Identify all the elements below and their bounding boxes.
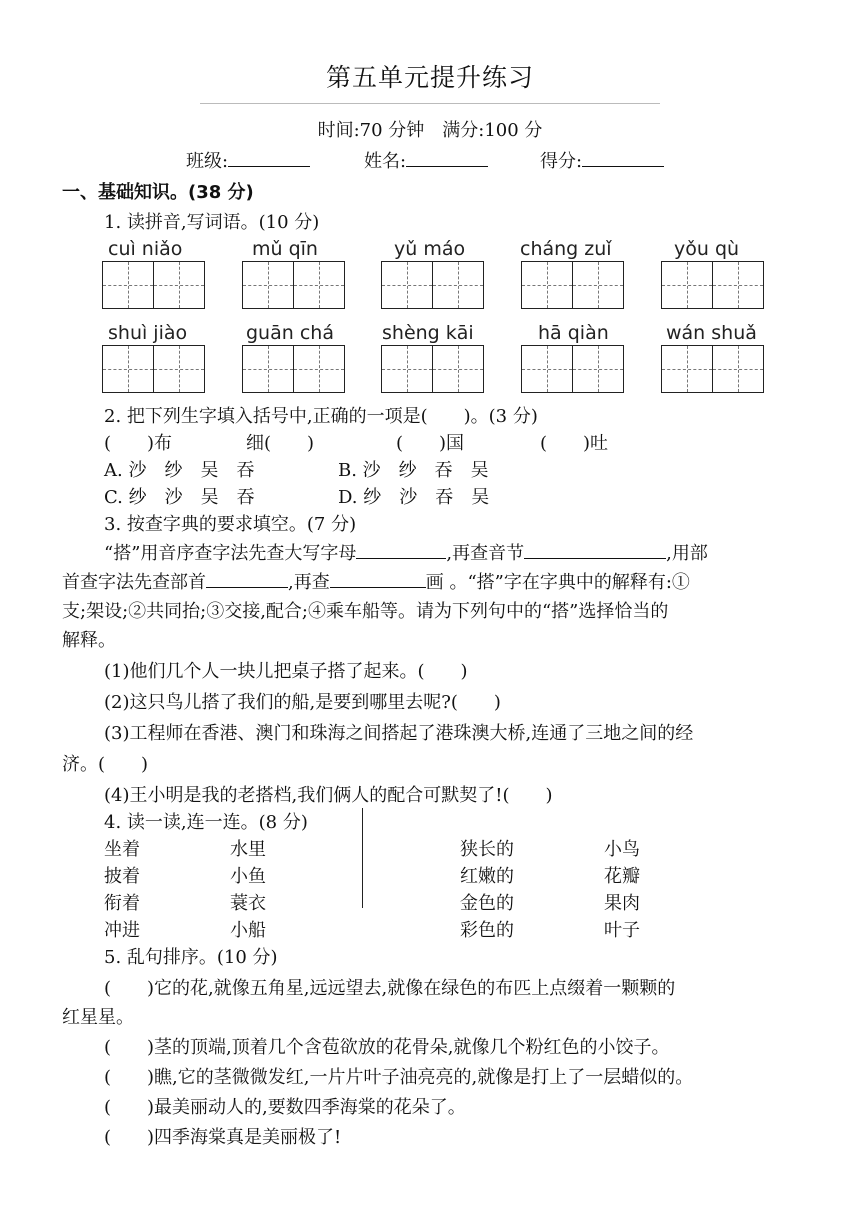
answer-blank[interactable]	[330, 569, 426, 588]
match-word[interactable]: 红嫩的	[460, 866, 514, 887]
match-word[interactable]: 水里	[230, 839, 266, 860]
match-word[interactable]: 果肉	[604, 893, 640, 914]
q2-option-a[interactable]: A. 沙 纱 吴 吞	[104, 460, 255, 481]
match-word[interactable]: 小船	[230, 920, 266, 941]
q4-title: 4. 读一读,连一连。(8 分)	[104, 812, 308, 833]
match-word[interactable]: 冲进	[104, 920, 140, 941]
match-word[interactable]: 小鸟	[604, 839, 640, 860]
q5-sentence-2: ( )茎的顶端,顶着几个含苞欲放的花骨朵,就像几个粉红色的小饺子。	[104, 1037, 670, 1058]
writing-grid[interactable]	[521, 261, 624, 309]
writing-grid[interactable]	[242, 345, 345, 393]
class-label: 班级:	[186, 151, 229, 172]
section-heading: 一、基础知识。(38 分)	[62, 182, 254, 203]
q3-sentence-1: (1)他们几个人一块儿把桌子搭了起来。( )	[104, 661, 468, 682]
writing-grid[interactable]	[381, 261, 484, 309]
pinyin-label: cháng zuǐ	[520, 238, 612, 260]
q5-sentence-1-cont: 红星星。	[62, 1007, 134, 1028]
q5-sentence-3: ( )瞧,它的茎微微发红,一片片叶子油亮亮的,就像是打上了一层蜡似的。	[104, 1067, 694, 1088]
pinyin-label: yǔ máo	[394, 238, 466, 260]
score-blank[interactable]	[582, 148, 664, 167]
q3-text: 画 。“搭”字在字典中的解释有:①	[425, 572, 690, 593]
pinyin-label: yǒu qù	[674, 238, 740, 260]
class-field	[186, 147, 310, 173]
q3-text: 首查字法先查部首	[62, 572, 206, 593]
q2-blank: ( )国	[396, 433, 465, 454]
answer-blank[interactable]	[356, 540, 446, 559]
q5-sentence-5: ( )四季海棠真是美丽极了!	[104, 1127, 342, 1148]
q2-blank: 细( )	[246, 433, 315, 454]
q1-title: 1. 读拼音,写词语。(10 分)	[104, 212, 320, 233]
q2-option-c[interactable]: C. 纱 沙 吴 吞	[104, 487, 255, 508]
q3-text: “搭”用音序查字法先查大写字母	[104, 543, 357, 564]
q3-title: 3. 按查字典的要求填空。(7 分)	[104, 514, 357, 535]
class-blank[interactable]	[228, 148, 310, 167]
q3-sentence-2: (2)这只鸟儿搭了我们的船,是要到哪里去呢?( )	[104, 692, 501, 713]
score-field	[540, 147, 664, 173]
match-word[interactable]: 花瓣	[604, 866, 640, 887]
q3-sentence-3: (3)工程师在香港、澳门和珠海之间搭起了港珠澳大桥,连通了三地之间的经	[104, 723, 694, 744]
writing-grid[interactable]	[242, 261, 345, 309]
pinyin-label: mǔ qīn	[252, 238, 318, 260]
answer-blank[interactable]	[206, 569, 288, 588]
q2-option-d[interactable]: D. 纱 沙 吞 吴	[338, 487, 490, 508]
q2-blank: ( )布	[104, 433, 173, 454]
q3-line2	[62, 568, 690, 594]
writing-grid[interactable]	[102, 345, 205, 393]
name-blank[interactable]	[406, 148, 488, 167]
q3-text: ,再查	[288, 572, 330, 593]
q3-sentence-4: (4)王小明是我的老搭档,我们俩人的配合可默契了!( )	[104, 785, 553, 806]
writing-grid[interactable]	[661, 345, 764, 393]
pinyin-label: cuì niǎo	[108, 238, 183, 260]
q3-line4: 解释。	[62, 630, 116, 651]
q2-option-b[interactable]: B. 沙 纱 吞 吴	[338, 460, 489, 481]
name-label: 姓名:	[364, 151, 407, 172]
q3-text: ,再查音节	[446, 543, 525, 564]
q5-title: 5. 乱句排序。(10 分)	[104, 947, 278, 968]
pinyin-label: hā qiàn	[538, 322, 609, 344]
exam-meta: 时间:70 分钟 满分:100 分	[317, 120, 543, 141]
pinyin-label: shèng kāi	[382, 322, 474, 344]
match-word[interactable]: 坐着	[104, 839, 140, 860]
match-word[interactable]: 衔着	[104, 893, 140, 914]
q3-text: ,用部	[666, 543, 708, 564]
title-divider	[200, 103, 660, 104]
column-divider	[362, 808, 363, 908]
match-word[interactable]: 彩色的	[460, 920, 514, 941]
pinyin-label: wán shuǎ	[666, 322, 757, 344]
q5-sentence-1: ( )它的花,就像五角星,远远望去,就像在绿色的布匹上点缀着一颗颗的	[104, 978, 676, 999]
match-word[interactable]: 金色的	[460, 893, 514, 914]
score-label: 得分:	[540, 151, 583, 172]
answer-blank[interactable]	[524, 540, 666, 559]
match-word[interactable]: 蓑衣	[230, 893, 266, 914]
name-field	[364, 147, 488, 173]
match-word[interactable]: 狭长的	[460, 839, 514, 860]
q5-sentence-4: ( )最美丽动人的,要数四季海棠的花朵了。	[104, 1097, 466, 1118]
writing-grid[interactable]	[521, 345, 624, 393]
writing-grid[interactable]	[102, 261, 205, 309]
q2-title: 2. 把下列生字填入括号中,正确的一项是( )。(3 分)	[104, 406, 538, 427]
pinyin-label: guān chá	[246, 322, 334, 344]
q3-sentence-3-cont: 济。( )	[62, 754, 149, 775]
q3-line3: 支;架设;②共同抬;③交接,配合;④乘车船等。请为下列句中的“搭”选择恰当的	[62, 601, 669, 622]
writing-grid[interactable]	[661, 261, 764, 309]
q3-line1	[104, 539, 708, 565]
match-word[interactable]: 小鱼	[230, 866, 266, 887]
writing-grid[interactable]	[381, 345, 484, 393]
match-word[interactable]: 披着	[104, 866, 140, 887]
q2-blank: ( )吐	[540, 433, 609, 454]
pinyin-label: shuì jiào	[108, 322, 188, 344]
match-word[interactable]: 叶子	[604, 920, 640, 941]
page-title: 第五单元提升练习	[325, 63, 534, 92]
